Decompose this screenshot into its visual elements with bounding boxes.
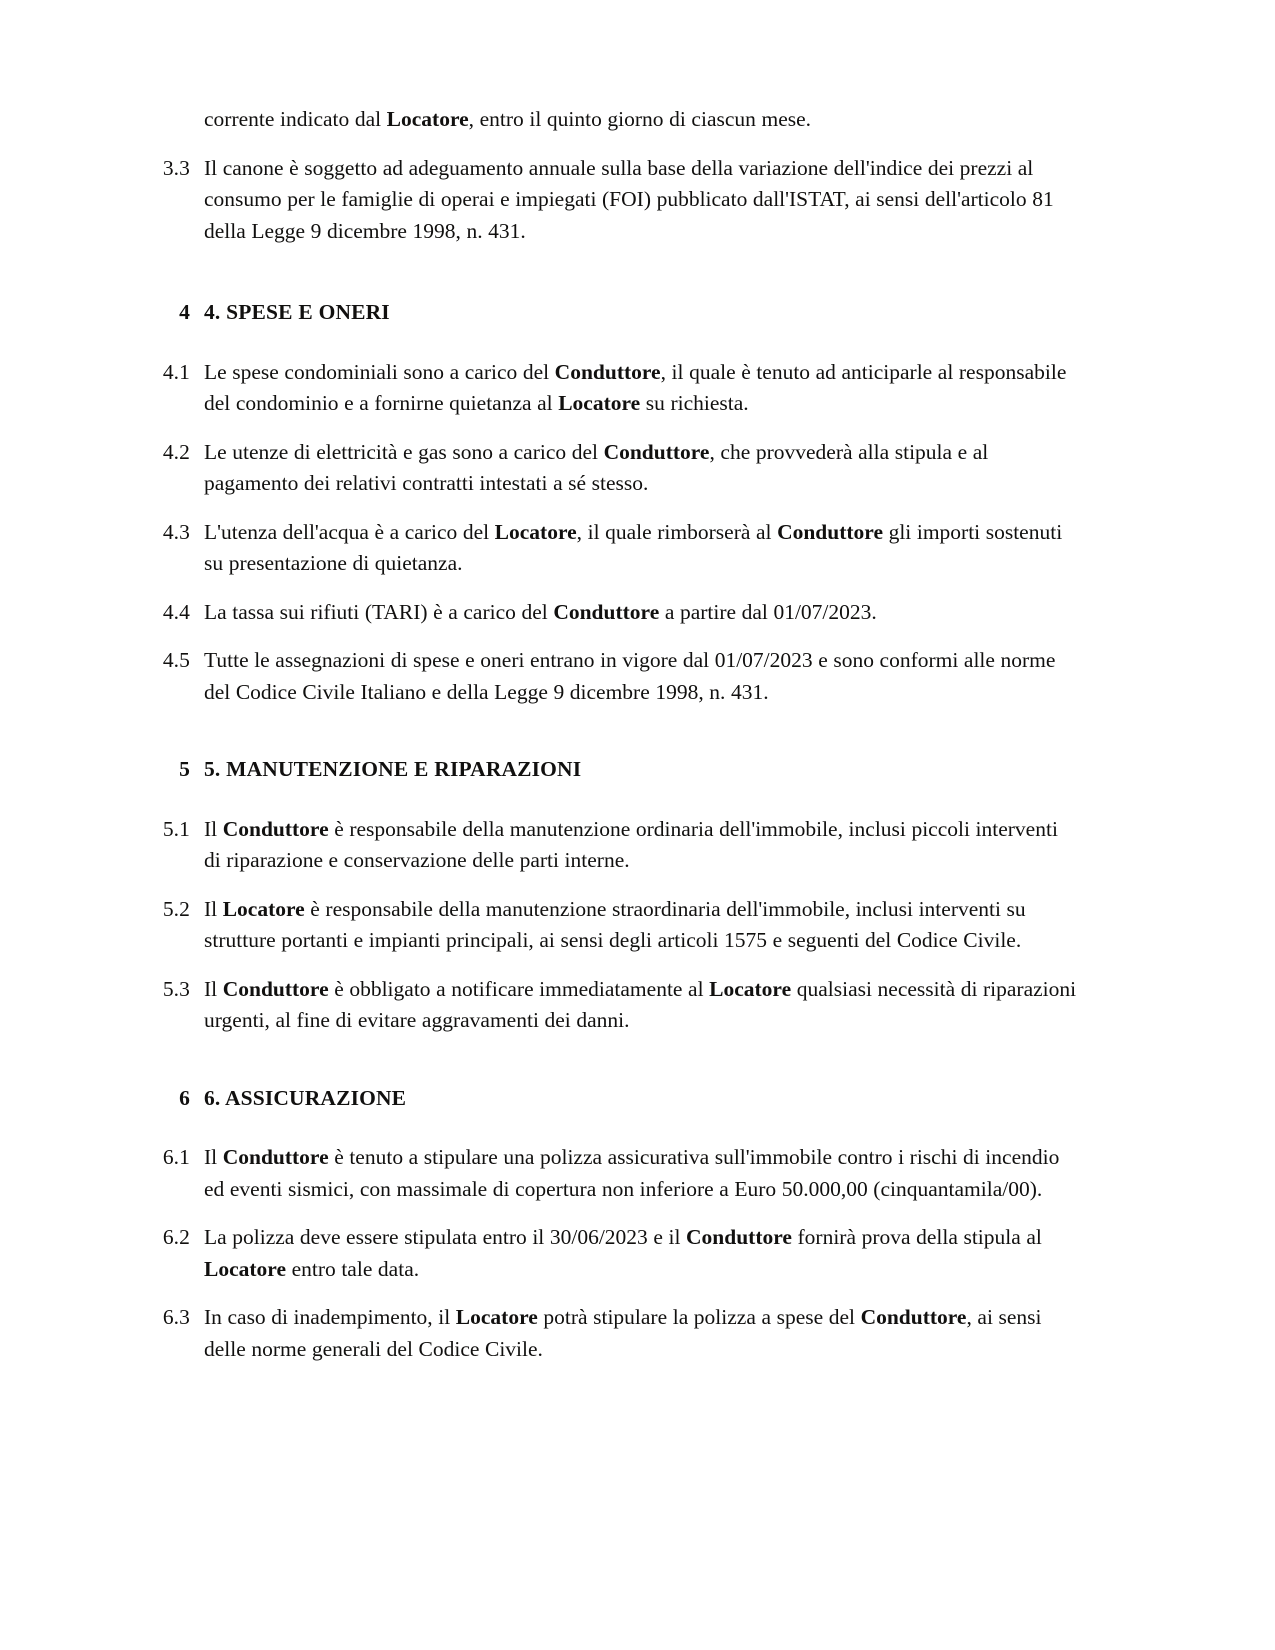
text-run: La tassa sui rifiuti (TARI) è a carico del <box>204 599 554 624</box>
emphasized-party-term: 6. ASSICURAZIONE <box>204 1085 407 1110</box>
section-title <box>204 1083 1080 1115</box>
emphasized-party-term: Locatore <box>222 896 305 921</box>
text-run: , il quale rimborserà al <box>576 519 778 544</box>
clause-number: 6.3 <box>162 1305 190 1329</box>
emphasized-party-term: Locatore <box>386 107 469 131</box>
section-number: 5 <box>179 757 190 781</box>
emphasized-party-term: 5. MANUTENZIONE E RIPARAZIONI <box>204 757 582 781</box>
text-run: , entro il quinto giorno di ciascun mese. <box>468 107 812 131</box>
text-run: gli importi sostenuti su presentazione di quietanza. <box>204 519 1063 575</box>
text-run: è responsabile della manutenzione straordinaria dell'immobile, inclusi interventi su strutture portanti e impianti principali, ai sensi degli articoli 1575 e seguenti del Codice Civile. <box>204 896 1026 952</box>
clause-text <box>204 974 1080 1037</box>
emphasized-party-term: Conduttore <box>860 1305 967 1329</box>
clause-number: 3.3 <box>162 155 190 180</box>
clause-item <box>140 437 1080 500</box>
text-run: Il <box>204 1145 223 1169</box>
clause-text <box>204 357 1080 420</box>
clause-item <box>140 814 1080 877</box>
emphasized-party-term: Conduttore <box>222 976 329 1001</box>
clause-number: 4.3 <box>162 519 190 544</box>
section-title <box>204 297 1080 329</box>
clause-text <box>204 104 1080 136</box>
text-run: La polizza deve essere stipulata entro il 30/06/2023 e il <box>204 1225 687 1249</box>
text-run: entro tale data. <box>286 1256 420 1281</box>
clause-text <box>204 1302 1080 1365</box>
clause-item <box>140 1222 1080 1285</box>
text-run: Tutte le assegnazioni di spese e oneri entrano in vigore dal 01/07/2023 e sono conformi alle norme del Codice Civile Italiano e della Legge 9 dicembre 1998, n. 431. <box>204 648 1056 704</box>
text-run: corrente indicato dal <box>204 107 387 131</box>
emphasized-party-term: Conduttore <box>603 439 710 464</box>
text-run: , il quale è tenuto ad anticiparle al responsabile del condominio e a fornirne quietanza al <box>204 359 1067 415</box>
section-heading <box>140 1083 1080 1115</box>
text-run: , ai sensi delle norme generali del Codice Civile. <box>204 1305 1042 1361</box>
clause-number: 5.3 <box>162 976 190 1001</box>
emphasized-party-term: Conduttore <box>222 1145 329 1169</box>
text-run: su richiesta. <box>640 391 749 415</box>
emphasized-party-term: Conduttore <box>777 519 883 544</box>
clause-text <box>204 814 1080 877</box>
section-heading <box>140 754 1080 786</box>
emphasized-party-term: Locatore <box>455 1305 538 1329</box>
clause-text <box>204 645 1080 708</box>
emphasized-party-term: Conduttore <box>553 599 660 624</box>
text-run: potrà stipulare la polizza a spese del <box>537 1305 861 1329</box>
clause-text <box>204 1222 1080 1285</box>
clause-item <box>140 153 1080 248</box>
text-run: In caso di inadempimento, il <box>204 1305 456 1329</box>
text-run: Il <box>204 896 223 921</box>
text-run: Il canone è soggetto ad adeguamento annuale sulla base della variazione dell'indice dei prezzi al consumo per le famiglie di operai e impiegati (FOI) pubblicato dall'ISTAT, ai sensi dell'articolo 81 della Legge 9 dicembre 1998, n. 431. <box>204 155 1054 243</box>
clause-text <box>204 437 1080 500</box>
clause-number: 4.4 <box>162 599 190 624</box>
clause-item <box>140 517 1080 580</box>
clause-item <box>140 974 1080 1037</box>
text-run: a partire dal 01/07/2023. <box>659 599 877 624</box>
clause-number: 6.2 <box>162 1225 190 1249</box>
clause-number: 4.5 <box>162 648 190 672</box>
section-number: 6 <box>179 1085 190 1110</box>
clause-number: 5.2 <box>162 896 190 921</box>
clause-item <box>140 1302 1080 1365</box>
emphasized-party-term: Conduttore <box>686 1225 792 1249</box>
clause-number: 4.2 <box>162 439 190 464</box>
clause-number: 5.1 <box>162 816 190 841</box>
emphasized-party-term: Locatore <box>494 519 577 544</box>
emphasized-party-term: Conduttore <box>554 359 661 384</box>
clause-continuation <box>140 104 1080 136</box>
text-run: Il <box>204 816 223 841</box>
clause-text <box>204 597 1080 629</box>
text-run: , che provvederà alla stipula e al pagamento dei relativi contratti intestati a sé stesso. <box>204 439 989 495</box>
clause-item <box>140 597 1080 629</box>
clause-text <box>204 517 1080 580</box>
clause-number: 6.1 <box>162 1145 190 1169</box>
text-run: Le utenze di elettricità e gas sono a carico del <box>204 439 604 464</box>
document-body <box>140 104 1080 1382</box>
text-run: Il <box>204 976 223 1001</box>
clause-item <box>140 645 1080 708</box>
clause-text <box>204 153 1080 248</box>
clause-text <box>204 894 1080 957</box>
section-heading <box>140 297 1080 329</box>
clause-item <box>140 1142 1080 1205</box>
emphasized-party-term: Conduttore <box>222 816 329 841</box>
text-run: qualsiasi necessità di riparazioni urgenti, al fine di evitare aggravamenti dei danni. <box>204 976 1077 1032</box>
text-run: L'utenza dell'acqua è a carico del <box>204 519 495 544</box>
emphasized-party-term: Locatore <box>204 1256 286 1281</box>
emphasized-party-term: 4. SPESE E ONERI <box>204 300 390 324</box>
clause-text <box>204 1142 1080 1205</box>
text-run: è tenuto a stipulare una polizza assicurativa sull'immobile contro i rischi di incendio ed eventi sismici, con massimale di copertura non inferiore a Euro 50.000,00 (cinquantamila/00). <box>204 1145 1060 1201</box>
text-run: Le spese condominiali sono a carico del <box>204 359 555 384</box>
clause-item <box>140 894 1080 957</box>
emphasized-party-term: Locatore <box>709 976 792 1001</box>
text-run: è obbligato a notificare immediatamente al <box>328 976 710 1001</box>
emphasized-party-term: Locatore <box>558 391 641 415</box>
section-title <box>204 754 1080 786</box>
clause-item <box>140 357 1080 420</box>
clause-number: 4.1 <box>162 359 190 384</box>
section-number: 4 <box>179 300 190 324</box>
text-run: fornirà prova della stipula al <box>791 1225 1042 1249</box>
text-run: è responsabile della manutenzione ordinaria dell'immobile, inclusi piccoli interventi di riparazione e conservazione delle parti interne. <box>204 816 1058 872</box>
